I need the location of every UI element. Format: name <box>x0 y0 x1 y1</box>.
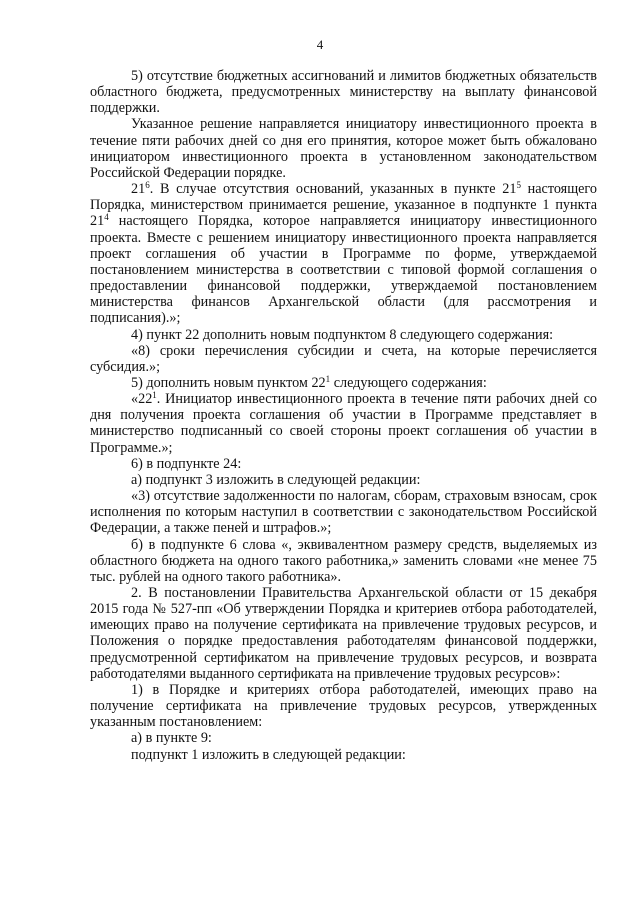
superscript-index: 1 <box>152 390 157 401</box>
paragraph-add-point-22-1: 5) дополнить новым пунктом $22^1$ следующего содержания: <box>131 373 487 391</box>
paragraph-clause-22-1: «$22^1$. Инициатор инвестиционного проекта в течение пяти рабочих дней со дня получения проекта соглашения об участии в Программе представляет в министерство подписанный со своей стороны проект соглашения об участии в Программе.»; <box>90 390 597 456</box>
page-number: 4 <box>316 37 324 52</box>
paragraph-subsidy-terms: «8) сроки перечисления субсидии и счета, на которые перечисляется субсидия.»; <box>90 342 597 375</box>
paragraph-point-9: а) в пункте 9: <box>131 730 212 747</box>
superscript-index: 1 <box>325 373 331 384</box>
paragraph-clause-21-6: $21^6$. В случае отсутствия оснований, указанных в пункте $21^5$ настоящего Порядка, министерством принимается решение, указанное в подпункте 1 пункта $21^4$ настоящего Порядка, которое направляется инициатору инвестиционного проекта. Вместе с решением инициатору инвестиционного проекта направляется проект соглашения об участии в Программе по форме, утверждаемой постановлением министерства в соответствии с типовой формой соглашения о предоставлении финансовой поддержки, утверждаемой постановлением министерства финансов Архангельской области (для рассмотрения и подписания).»; <box>90 180 597 327</box>
paragraph-subpoint-24: 6) в подпункте 24: <box>131 455 242 472</box>
superscript-index: 5 <box>516 180 521 191</box>
document-body <box>90 68 597 763</box>
superscript-index: 4 <box>104 212 109 223</box>
paragraph-subpoint-3-edit: а) подпункт 3 изложить в следующей редакции: <box>131 471 421 488</box>
paragraph-employer-criteria: 1) в Порядке и критериях отбора работодателей, имеющих право на получение сертификата на привлечение трудовых ресурсов, утвержденных указанным постановлением: <box>90 681 597 731</box>
paragraph-decision-sent: Указанное решение направляется инициатору инвестиционного проекта в течение пяти рабочих дней со дня его принятия, которое может быть обжаловано инициатором инвестиционного проекта в установленном законодательством Российской Федерации порядке. <box>90 116 597 181</box>
paragraph-resolution-527: 2. В постановлении Правительства Архангельской области от 15 декабря 2015 года № 527-пп «Об утверждении Порядка и критериев отбора работодателей, имеющих право на получение сертификата на привлечение трудовых ресурсов, и Положения о порядке предоставления работодателям финансовой поддержки, предусмотренной сертификатом на привлечение трудовых ресурсов, и возврата работодателями выданного сертификата на привлечение трудовых ресурсов»: <box>90 585 597 682</box>
superscript-index: 6 <box>145 180 150 191</box>
paragraph-subpoint-1-edit: подпункт 1 изложить в следующей редакции: <box>131 746 406 763</box>
paragraph-item-5-no-budget: 5) отсутствие бюджетных ассигнований и лимитов бюджетных обязательств областного бюджета, предусмотренных министерству на выплату финансовой поддержки. <box>90 68 597 117</box>
paragraph-subpoint-6-words: б) в подпункте 6 слова «, эквивалентном размеру средств, выделяемых из областного бюджета на одного такого работника,» заменить словами «не менее 75 тыс. рублей на одного такого работника». <box>90 536 597 585</box>
paragraph-no-tax-debt: «3) отсутствие задолженности по налогам, сборам, страховым взносам, срок исполнения по которым наступил в соответствии с законодательством Российской Федерации, а также пеней и штрафов.»; <box>90 488 597 537</box>
paragraph-amend-point-22: 4) пункт 22 дополнить новым подпунктом 8 следующего содержания: <box>131 326 554 343</box>
